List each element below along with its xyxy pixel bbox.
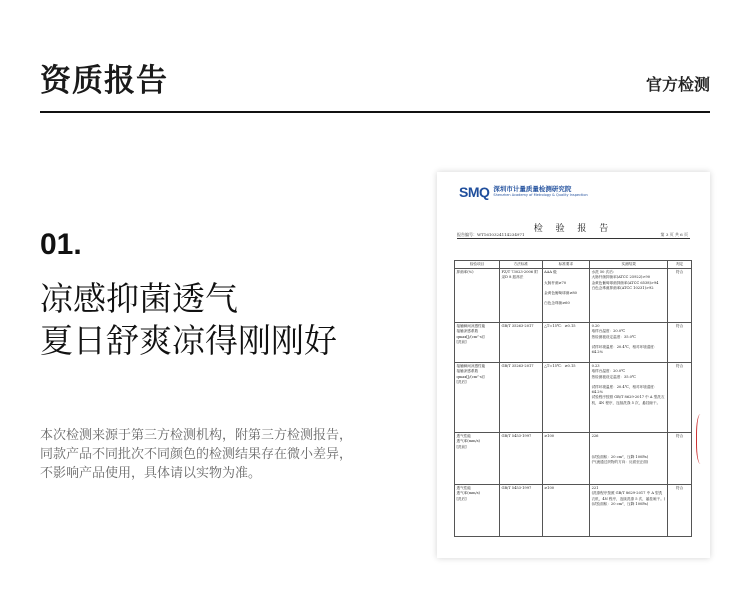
table-row — [455, 485, 692, 537]
table-cell-method: GB/T 5453-1997 — [500, 433, 543, 485]
column-header: 判定 — [668, 261, 692, 269]
table-cell-result: 221 (洗涤程序按照 GB/T 8629-2017 中 A 型洗衣机，4N 程序，连续洗涤 5 次，悬挂晾干。) (试验面积：20 cm²，压降 100Pa) — [590, 485, 668, 537]
table-header-row — [455, 261, 692, 269]
table-cell-verdict: 符合 — [668, 269, 692, 323]
table-cell-verdict: 符合 — [668, 363, 692, 433]
table-cell-verdict: 符合 — [668, 323, 692, 363]
page-number: 第 3 页 共 6 页 — [660, 232, 688, 237]
column-header: 检验项目 — [455, 261, 500, 269]
report-divider — [457, 238, 690, 239]
table-cell-requirement: AAA 级 大肠杆菌≥70 金黄色葡萄球菌≥80 白色念珠菌≥60 — [542, 269, 589, 323]
test-report-document — [437, 172, 710, 558]
table-cell-method: GB/T 5453-1997 — [500, 485, 543, 537]
table-cell-requirement: △T=15℃：≥0.15 — [542, 323, 589, 363]
column-header: 方法标准 — [500, 261, 543, 269]
table-cell-item: 接触瞬间凉感性能 接触凉感系数 qmax[J/(cm²·s)] [洗前] — [455, 323, 500, 363]
table-cell-verdict: 符合 — [668, 433, 692, 485]
table-cell-requirement: ≥100 — [542, 433, 589, 485]
table-cell-item: 透气性能 透气率(mm/s) [洗前] — [455, 433, 500, 485]
table-cell-item: 抑菌率(%) — [455, 269, 500, 323]
table-cell-result: 0.23 取样台温度：20.0℃ 热检测板设定温度：35.0℃ 试样环境温度：20.4℃，相对环境湿度：64.2% 试验程序按照 GB/T 8629-2017 中 A 型洗衣机，4N 程序，连续洗涤 5 次，悬挂晾干。 — [590, 363, 668, 433]
description-line-2: 同款产品不同批次不同颜色的检测结果存在微小差异， — [40, 447, 353, 462]
results-table — [454, 260, 692, 537]
column-header: 标准要求 — [542, 261, 589, 269]
table-cell-item: 透气性能 透气率(mm/s) [洗后] — [455, 485, 500, 537]
table-row — [455, 269, 692, 323]
section-description — [40, 426, 370, 483]
table-cell-requirement: △T=15℃：≥0.15 — [542, 363, 589, 433]
description-line-3: 不影响产品使用，具体请以实物为准。 — [40, 466, 262, 481]
table-cell-requirement: ≥100 — [542, 485, 589, 537]
institute-name-cn: 深圳市计量质量检测研究院 — [493, 185, 572, 193]
section-number: 01. — [40, 228, 82, 261]
header-divider — [40, 111, 710, 113]
institute-logo — [459, 184, 588, 200]
table-cell-result: 226 (试验面积：20 cm²，压降 100Pa) (气流通过织物的方向：反面至正面) — [590, 433, 668, 485]
inspection-seal — [696, 414, 707, 464]
headline-line-2: 夏日舒爽凉得刚刚好 — [40, 321, 337, 360]
table-row — [455, 323, 692, 363]
page-title: 资质报告 — [40, 63, 168, 99]
table-cell-method: GB/T 35263-2017 — [500, 323, 543, 363]
description-line-1: 本次检测来源于第三方检测机构，附第三方检测报告， — [40, 428, 353, 443]
table-cell-method: GB/T 35263-2017 — [500, 363, 543, 433]
table-row — [455, 363, 692, 433]
table-row — [455, 433, 692, 485]
table-cell-result: 0.20 取样台温度：20.0℃ 热检测板设定温度：35.0℃ 试样环境温度：20.4℃，相对环境湿度：64.2% — [590, 323, 668, 363]
institute-name-en: Shenzhen Academy of Metrology & Quality Inspection — [493, 193, 588, 197]
table-cell-method: FZ/T 73023-2006 附录D 8 振荡法 — [500, 269, 543, 323]
section-headline — [40, 278, 337, 362]
smq-logo-mark: SMQ — [459, 184, 490, 200]
column-header: 实测结果 — [590, 261, 668, 269]
headline-line-1: 凉感抑菌透气 — [40, 279, 238, 318]
table-cell-verdict: 符合 — [668, 485, 692, 537]
table-cell-item: 接触瞬间凉感性能 接触凉感系数 qmax[J/(cm²·s)] [洗后] — [455, 363, 500, 433]
official-test-label: 官方检测 — [645, 75, 710, 94]
table-cell-result: 水洗 50 次后: 大肠杆菌抑菌率(ATCC 25922)>90 金黄色葡萄球菌抑菌率(ATCC 6538)>94 白色念珠菌抑菌率(ATCC 10231)>92 — [590, 269, 668, 323]
report-title: 检 验 报 告 — [533, 224, 614, 234]
report-number: 报告编号：WT1610324114234971 — [457, 232, 525, 237]
